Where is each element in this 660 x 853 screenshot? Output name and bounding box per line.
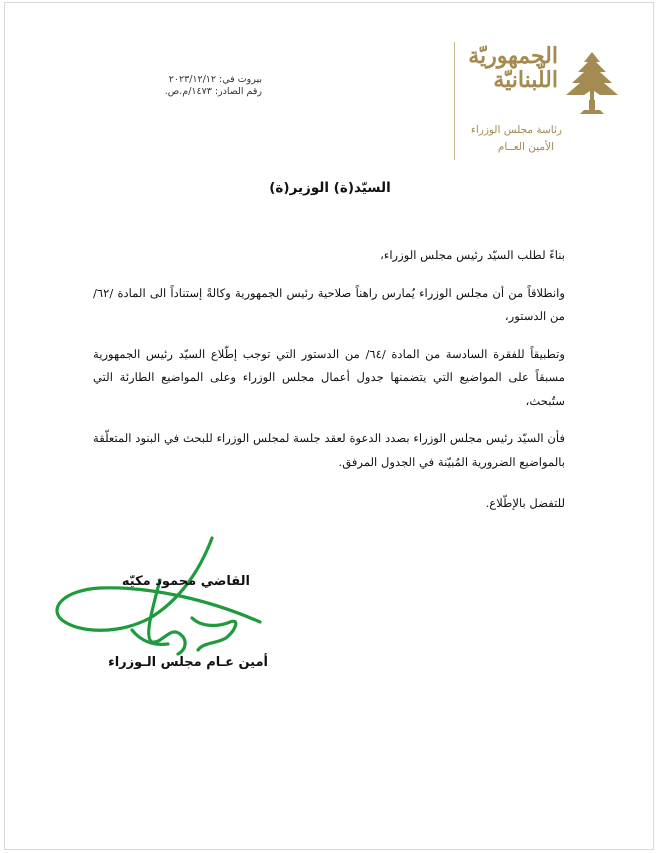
date-line: بيروت في: ٢٠٢٣/١٢/١٢ — [168, 74, 262, 85]
letter-body — [93, 244, 565, 530]
paragraph-1: بناءً لطلب السيّد رئيس مجلس الوزراء، — [380, 248, 565, 262]
signer-name: القاضي محمود مكيّه — [121, 574, 250, 589]
letterhead-divider — [454, 42, 455, 160]
signer-title: أمين عـام مجلس الـوزراء — [108, 655, 268, 670]
paragraph-3: وتطبيقاً للفقرة السادسة من المادة /٦٤/ من الدستور التي توجب إطّلاع السيّد رئيس الجمهورية مسبقاً على المواضيع التي يتضمنها جدول أعمال مجلس الوزراء وعلى المواضيع الطارئة التي ستُبحث، — [93, 346, 565, 408]
reference-line: رقم الصادر: ١٤٧٣/م.ص. — [164, 86, 262, 97]
document-heading: السيّد(ة) الوزير(ة) — [269, 180, 391, 196]
republic-title — [460, 44, 558, 92]
republic-title-line2: اللّبنانيّة — [493, 67, 558, 93]
cedar-icon — [560, 50, 624, 120]
meta-block — [102, 74, 262, 98]
paragraph-4: فأن السيّد رئيس مجلس الوزراء بصدد الدعوة لعقد جلسة لمجلس الوزراء للبحث في البنود المتعلّقة بالمواضيع الضرورية المُبيّنة في الجدول المرفق. — [93, 431, 565, 469]
secretary-general-line: الأمين العــام — [497, 141, 554, 153]
paragraph-2: وانطلاقاً من أن مجلس الوزراء يُمارس راهناً صلاحية رئيس الجمهورية وكالةً إستناداً الى المادة /٦٢/ من الدستور، — [93, 285, 565, 323]
republic-title-line1: الجمهوريّة — [468, 43, 558, 69]
presidency-line: رئاسة مجلس الوزراء — [470, 124, 562, 136]
salutation: للتفضل بالإطّلاع. — [485, 496, 565, 510]
letterhead — [454, 42, 654, 162]
